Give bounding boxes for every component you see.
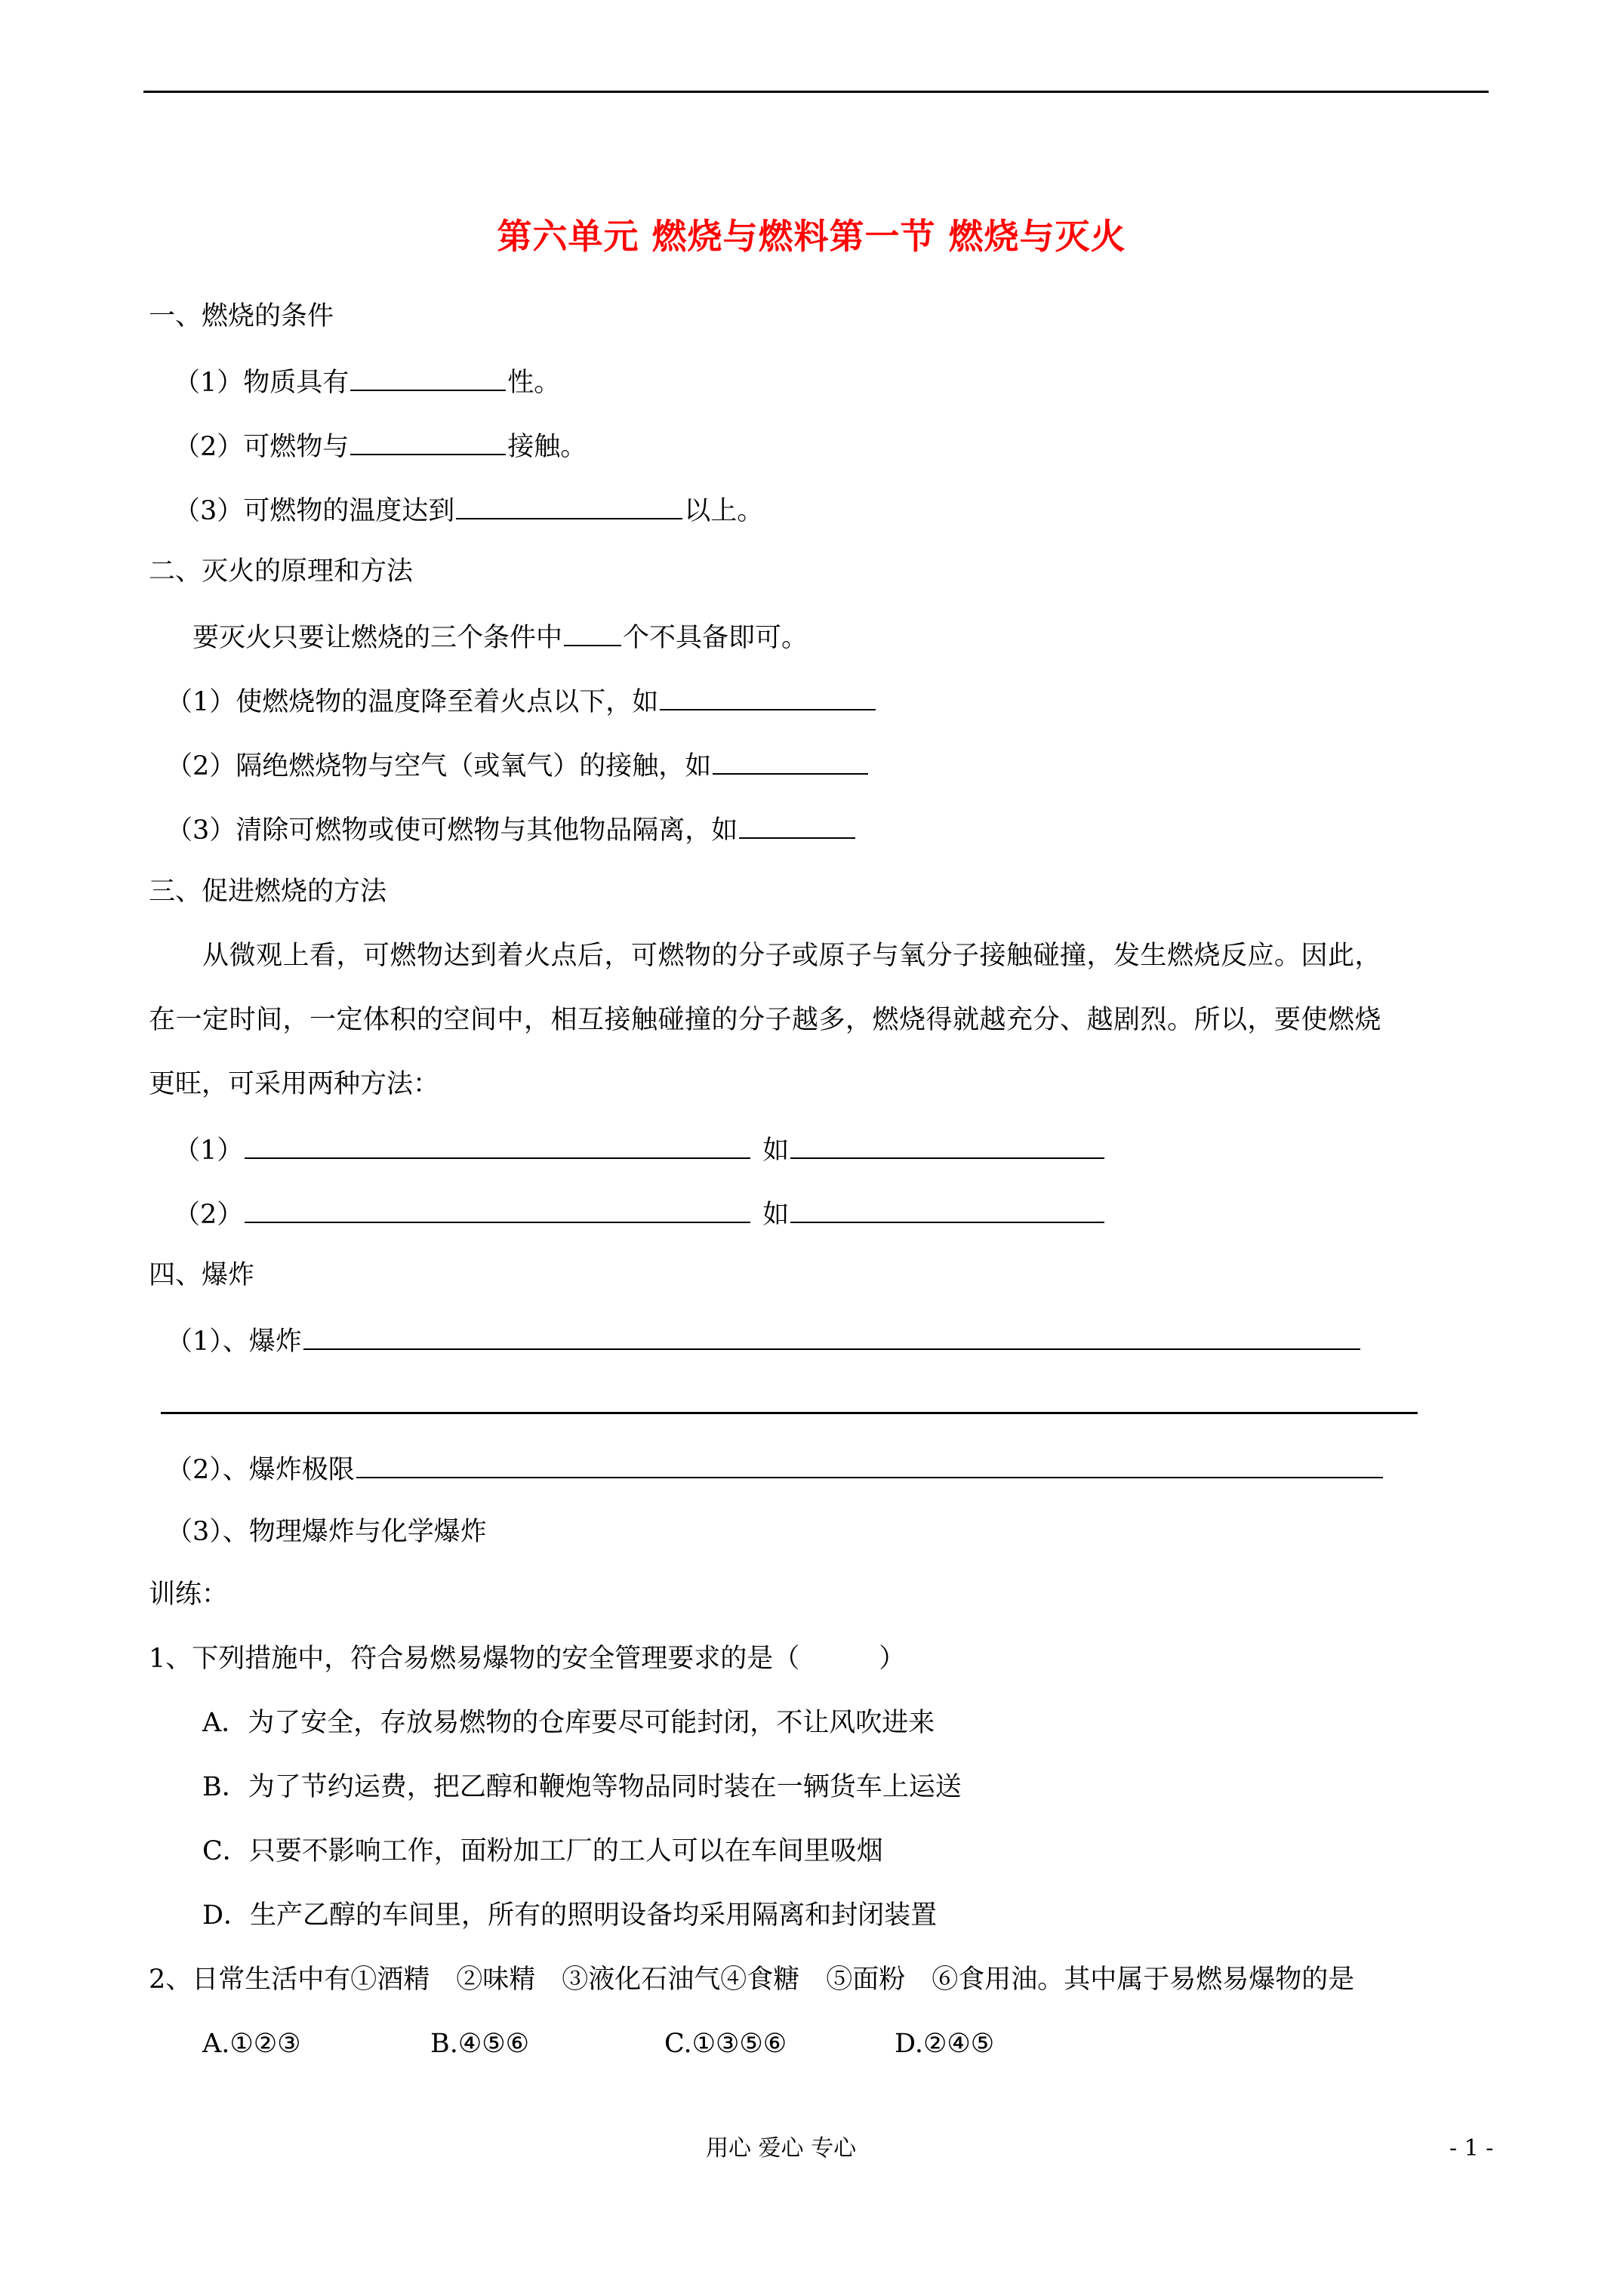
answer-blank-continuation[interactable]: [161, 1412, 1418, 1414]
section1-item-2: [174, 427, 587, 465]
section1-item-3: [174, 491, 763, 529]
section2-item-1-prefix: （1）使燃烧物的温度降至着火点以下，如: [166, 687, 659, 717]
answer-blank[interactable]: [356, 1450, 1383, 1478]
section3-item-2: [174, 1194, 1106, 1233]
answer-blank[interactable]: [713, 746, 868, 775]
answer-blank[interactable]: [790, 1194, 1104, 1223]
question-2-option-d[interactable]: D.②④⑤: [895, 2029, 995, 2059]
question-1-option-c[interactable]: C．只要不影响工作，面粉加工厂的工人可以在车间里吸烟: [202, 1836, 883, 1866]
section4-item-1: [166, 1321, 1362, 1360]
section1-item-3-prefix: （3）可燃物的温度达到: [174, 496, 455, 526]
section4-item-1-label: （1）、爆炸: [166, 1327, 302, 1357]
answer-blank[interactable]: [350, 427, 506, 455]
section3-paragraph-line-1: 从微观上看，可燃物达到着火点后，可燃物的分子或原子与氧分子接触碰撞，发生燃烧反应。因此，: [202, 941, 1382, 971]
section2-heading: 二、灭火的原理和方法: [149, 556, 414, 587]
section2-item-3-prefix: （3）清除可燃物或使可燃物与其他物品隔离，如: [166, 815, 738, 846]
section1-item-3-suffix: 以上。: [684, 496, 764, 526]
footer-motto: 用心 爱心 专心: [706, 2135, 857, 2162]
section4-heading: 四、爆炸: [149, 1260, 255, 1290]
section4-item-2: [166, 1450, 1384, 1488]
section3-item-1-prefix: （1）: [174, 1136, 244, 1166]
section1-item-2-prefix: （2）可燃物与: [174, 432, 350, 462]
practice-heading: 训练：: [149, 1579, 229, 1610]
section2-intro-prefix: 要灭火只要让燃烧的三个条件中: [192, 623, 563, 653]
section2-item-1: [166, 682, 877, 720]
question-1-stem: 1、下列措施中，符合易燃易爆物的安全管理要求的是（ ）: [149, 1644, 906, 1674]
question-2-option-a[interactable]: A.①②③: [202, 2029, 301, 2059]
answer-blank[interactable]: [660, 682, 876, 710]
section2-intro-suffix: 个不具备即可。: [623, 623, 808, 653]
answer-blank[interactable]: [790, 1130, 1104, 1159]
answer-blank[interactable]: [245, 1130, 750, 1159]
section4-item-2-label: （2）、爆炸极限: [166, 1455, 355, 1485]
section3-paragraph-line-2: 在一定时间，一定体积的空间中，相互接触碰撞的分子越多，燃烧得就越充分、越剧烈。所以，要使燃烧: [149, 1005, 1382, 1035]
section2-item-2-prefix: （2）隔绝燃烧物与空气（或氧气）的接触，如: [166, 751, 712, 781]
section3-item-1-mid: 如: [762, 1136, 790, 1166]
question-2-option-b[interactable]: B.④⑤⑥: [430, 2029, 529, 2059]
section1-item-1-suffix: 性。: [507, 368, 561, 398]
section1-item-1-prefix: （1）物质具有: [174, 368, 350, 398]
question-1-option-b[interactable]: B．为了节约运费，把乙醇和鞭炮等物品同时装在一辆货车上运送: [202, 1772, 962, 1802]
section3-heading: 三、促进燃烧的方法: [149, 877, 387, 907]
section4-item-3: （3）、物理爆炸与化学爆炸: [166, 1517, 487, 1547]
page-title: 第六单元 燃烧与燃料第一节 燃烧与灭火: [497, 216, 1126, 257]
answer-blank[interactable]: [303, 1321, 1360, 1350]
question-2-stem: 2、日常生活中有①酒精 ②味精 ③液化石油气④食糖 ⑤面粉 ⑥食用油。其中属于易燃易爆物的是: [149, 1965, 1355, 1995]
section3-item-1: [174, 1130, 1106, 1169]
header-rule: [143, 91, 1489, 93]
answer-blank[interactable]: [350, 362, 506, 391]
section1-item-1: [174, 362, 560, 401]
section1-heading: 一、燃烧的条件: [149, 301, 334, 331]
question-1-option-d[interactable]: D．生产乙醇的车间里，所有的照明设备均采用隔离和封闭装置: [202, 1900, 938, 1931]
section3-paragraph-line-3: 更旺，可采用两种方法：: [149, 1069, 440, 1099]
section2-item-2: [166, 746, 870, 784]
section3-item-2-prefix: （2）: [174, 1200, 244, 1230]
question-2-option-c[interactable]: C.①③⑤⑥: [664, 2029, 787, 2059]
page-number: - 1 -: [1449, 2135, 1494, 2162]
section2-intro: [192, 618, 808, 656]
question-1-option-a[interactable]: A．为了安全，存放易燃物的仓库要尽可能封闭，不让风吹进来: [202, 1708, 935, 1738]
answer-blank[interactable]: [739, 810, 855, 839]
section3-item-2-mid: 如: [762, 1200, 790, 1230]
answer-blank[interactable]: [245, 1194, 750, 1223]
answer-blank[interactable]: [564, 618, 621, 646]
section1-item-2-suffix: 接触。: [507, 432, 587, 462]
section2-item-3: [166, 810, 857, 849]
answer-blank[interactable]: [456, 491, 682, 519]
